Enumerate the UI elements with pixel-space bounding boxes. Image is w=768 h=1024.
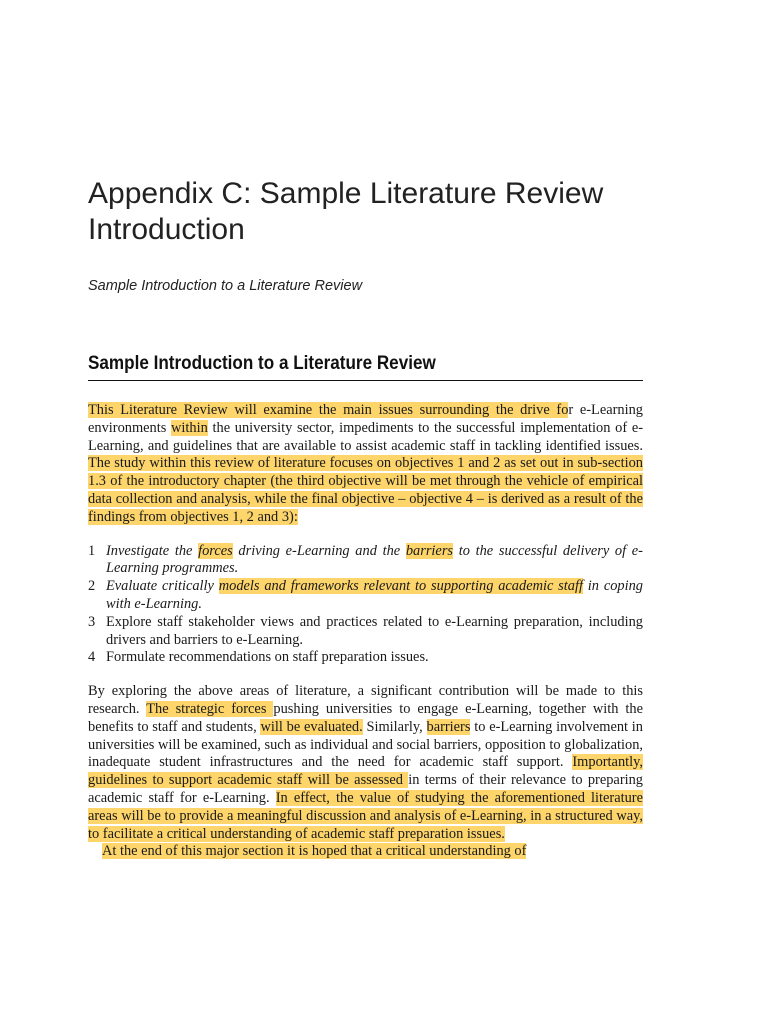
objective-text: Explore staff stakeholder views and practices related to e-Learning preparation, including drivers and barriers to e-Learning. [106, 613, 643, 648]
objective-number: 1 [88, 542, 96, 559]
highlight: barriers [426, 718, 471, 735]
closing-paragraph [88, 843, 643, 861]
text-run: Similarly, [362, 718, 427, 735]
objective-number: 3 [88, 613, 96, 630]
objective-item [88, 649, 643, 667]
highlight: This Literature Review will examine the main issues surrounding the drive fo [88, 402, 569, 418]
section-heading: Sample Introduction to a Literature Review [88, 353, 436, 374]
chapter-subtitle: Sample Introduction to a Literature Review [88, 278, 363, 294]
highlight: At the end of this major section it is hoped that a critical understanding of [102, 843, 527, 860]
text-run: in terms of their relevance to preparing academic staff for e-Learning. [88, 772, 643, 806]
highlight: forces [198, 542, 233, 559]
objective-item [88, 543, 643, 579]
text-run: Investigate the [106, 542, 199, 559]
highlight: In effect, the value of studying the aforementioned literature areas will be to provide a meaningful discussion and analysis of e-Learning, in a structured way, to facilitate a critical understanding of academic staff preparation issues. [88, 789, 643, 842]
highlight: barriers [405, 542, 454, 559]
text-run: driving e-Learning and the [232, 542, 406, 559]
highlight: The strategic forces [146, 700, 274, 717]
objective-number: 2 [88, 578, 96, 595]
text-run: the university sector, impediments to the successful implementation of e-Learning, and guidelines that are available to assist academic staff in tackling identified issues. [88, 419, 643, 454]
objective-item [88, 578, 643, 614]
objectives-list [88, 543, 643, 668]
text-run: to the successful delivery of e-Learning programmes. [106, 542, 643, 577]
discussion-paragraph [88, 683, 643, 843]
chapter-title: Appendix C: Sample Literature Review Introduction [88, 177, 604, 246]
text-run: to e-Learning involvement in universities will be examined, such as individual and social barriers, opposition to globalization, inadequate student infrastructures and the need for academic staff support. [88, 718, 643, 771]
highlight: will be evaluated. [260, 718, 363, 735]
text-run: in coping with e-Learning. [106, 578, 644, 612]
text-run: r e-Learning environments [88, 402, 643, 436]
heading-rule [88, 380, 643, 381]
body-text [88, 402, 643, 861]
objective-item [88, 614, 643, 650]
highlight: models and frameworks relevant to supporting academic staff [218, 578, 583, 595]
objective-text: Formulate recommendations on staff preparation issues. [106, 649, 429, 666]
objective-number: 4 [88, 649, 96, 666]
highlight: within [171, 419, 208, 436]
highlight: The study within this review of literature focuses on objectives 1 and 2 as set out in sub-section 1.3 of the introductory chapter (the third objective will be met through the vehicle of empirical data collection and analysis, while the final objective – objective 4 – is derived as a result of the findings from objectives 1, 2 and 3): [88, 455, 643, 525]
text-run: Evaluate critically [106, 578, 219, 595]
highlight: Importantly, guidelines to support academic staff will be assessed [88, 754, 643, 789]
text-run: By exploring the above areas of literature, a significant contribution will be made to this research. [88, 683, 643, 717]
intro-paragraph [88, 402, 643, 527]
text-run: pushing universities to engage e-Learning, together with the benefits to staff and students, [88, 700, 643, 735]
